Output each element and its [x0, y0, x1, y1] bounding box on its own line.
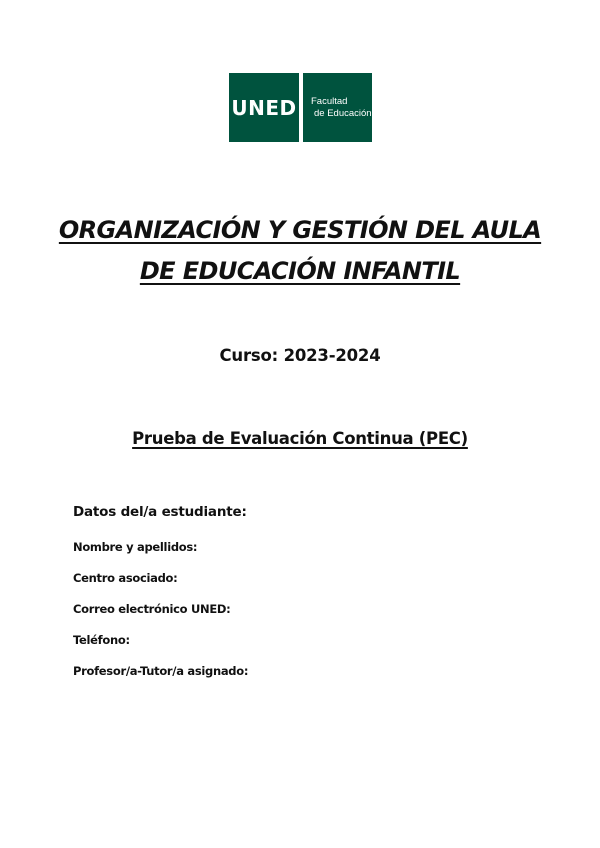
field-full-name: Nombre y apellidos: — [73, 540, 198, 554]
title-line-2: DE EDUCACIÓN INFANTIL — [139, 257, 461, 285]
evaluation-title-text: Prueba de Evaluación Continua (PEC) — [132, 429, 468, 448]
field-uned-email: Correo electrónico UNED: — [73, 602, 231, 616]
course-year: Curso: 2023-2024 — [219, 346, 381, 365]
field-phone: Teléfono: — [73, 633, 130, 647]
uned-logo-mark — [229, 73, 299, 142]
uned-logo — [229, 73, 372, 142]
faculty-logo-block — [303, 73, 372, 142]
evaluation-title — [0, 429, 600, 448]
document-title — [0, 210, 600, 292]
student-fields-list — [73, 539, 248, 694]
field-assigned-tutor: Profesor/a-Tutor/a asignado: — [73, 664, 249, 678]
field-associated-center: Centro asociado: — [73, 571, 178, 585]
faculty-name-line2: de Educación — [314, 107, 372, 119]
faculty-name-line1: Facultad — [311, 95, 348, 107]
student-data-heading: Datos del/a estudiante: — [73, 504, 247, 520]
uned-logo-text: UNED — [231, 95, 297, 120]
title-line-1: ORGANIZACIÓN Y GESTIÓN DEL AULA — [58, 216, 542, 244]
